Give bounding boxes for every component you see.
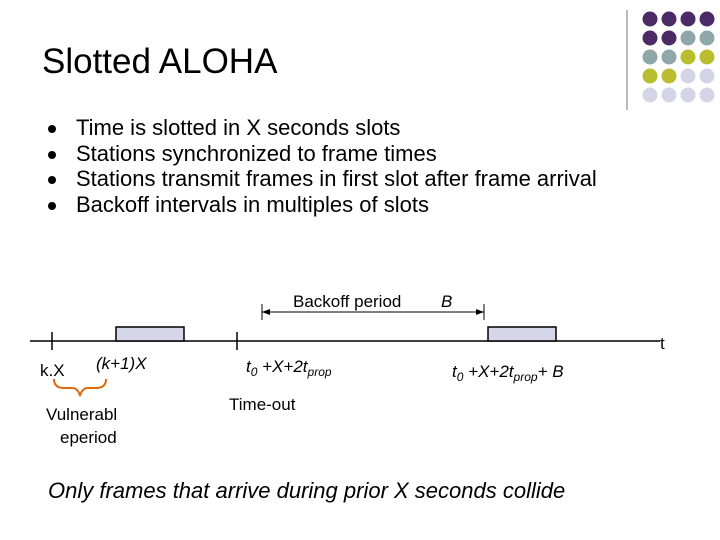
time-symbol: t: [660, 334, 665, 353]
bullet-item: Stations transmit frames in first slot after frame arrival: [48, 167, 648, 191]
vulnerable-label-line1: Vulnerabl: [46, 405, 118, 424]
t0-timeout-label: $t_0 +X+2t_{prop}$: [246, 357, 332, 379]
slide-footer: Only frames that arrive during prior X seconds collide: [48, 478, 566, 503]
bullet-item: Stations synchronized to frame times: [48, 142, 648, 166]
t0-backoff-label: $t_0 +X+2t_{prop}+ B$: [452, 362, 564, 384]
frame-slot-2: [488, 327, 556, 341]
vulnerable-brace: [54, 379, 106, 396]
kx-label: k.X: [40, 361, 65, 380]
vulnerable-label-line2: eperiod: [60, 428, 117, 447]
slide-title: Slotted ALOHA: [42, 42, 278, 81]
backoff-symbol: B: [441, 292, 453, 311]
backoff-period-label: Backoff period: [293, 292, 402, 311]
timeout-label: Time-out: [229, 395, 296, 414]
frame-slot-1: [116, 327, 184, 341]
bullet-item: Time is slotted in X seconds slots: [48, 116, 648, 140]
k1x-label: (k+1)X: [96, 354, 147, 373]
bullet-item: Backoff intervals in multiples of slots: [48, 193, 648, 217]
